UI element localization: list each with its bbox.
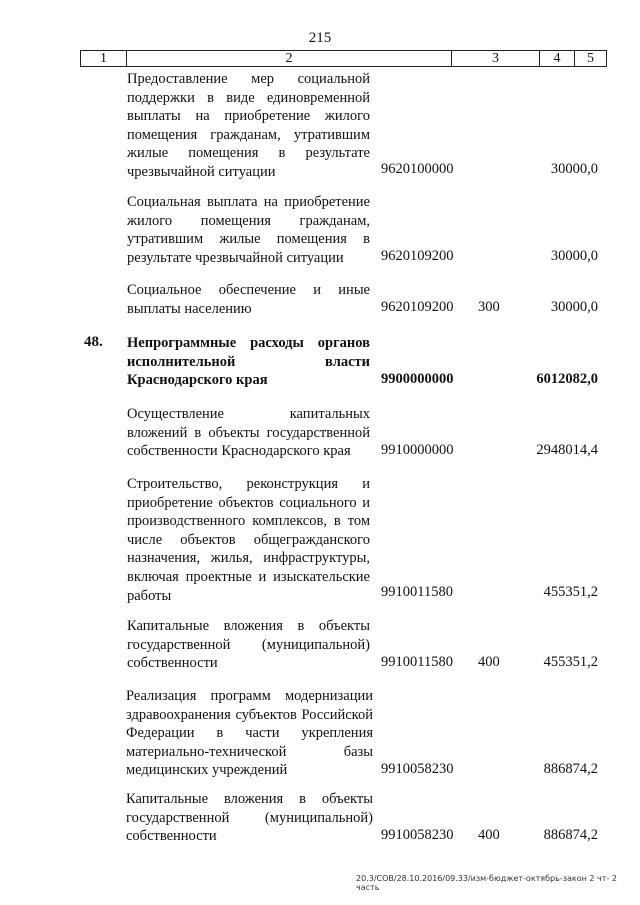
row-description: Непрограммные расходы органов исполнительной власти Краснодарского края (127, 335, 370, 389)
row-number: 48. (84, 334, 103, 350)
document-footer: 20.3/СОВ/28.10.2016/09.33/изм-бюджет-октябрь-закон 2 чт- 2 часть (356, 874, 617, 892)
row-code: 9910000000 (381, 442, 454, 458)
row-code: 9910011580 (381, 654, 453, 670)
row-amount: 30000,0 (550, 248, 598, 264)
row-description: Реализация программ модернизации здравоохранения субъектов Российской Федерации в части укрепления материально-технической базы медицинских учреждений (126, 688, 373, 779)
row-description: Капитальные вложения в объекты государственной (муниципальной) собственности (127, 618, 370, 672)
column-header-2: 2 (126, 51, 451, 66)
column-header-4: 4 (539, 51, 574, 66)
row-code: 9620109200 (381, 248, 454, 264)
row-amount: 455351,2 (543, 654, 598, 670)
row-code: 9620100000 (381, 161, 454, 177)
row-amount: 30000,0 (550, 161, 598, 177)
row-code: 9900000000 (381, 371, 454, 387)
row-code: 9910058230 (381, 827, 454, 843)
row-type: 400 (478, 654, 500, 670)
table-header-row (80, 50, 607, 67)
row-amount: 886874,2 (543, 827, 598, 843)
row-amount: 886874,2 (543, 761, 598, 777)
row-description: Капитальные вложения в объекты государственной (муниципальной) собственности (126, 791, 373, 845)
row-code: 9910058230 (381, 761, 454, 777)
row-type: 300 (478, 299, 500, 315)
row-description: Социальное обеспечение и иные выплаты населению (127, 282, 370, 317)
column-header-1: 1 (100, 51, 107, 66)
row-description: Социальная выплата на приобретение жилого помещения гражданам, утратившим жилые помещения в результате чрезвычайной ситуации (127, 194, 370, 266)
column-header-5: 5 (574, 51, 606, 66)
row-amount: 2948014,4 (536, 442, 598, 458)
column-header-3: 3 (451, 51, 539, 66)
row-amount: 30000,0 (550, 299, 598, 315)
row-amount: 6012082,0 (536, 371, 598, 387)
row-description: Предоставление мер социальной поддержки в виде единовременной выплаты на приобретение жилого помещения гражданам, утратившим жилые помещения в результате чрезвычайной ситуации (127, 71, 370, 180)
row-description: Строительство, реконструкция и приобретение объектов социального и производственного комплексов, в том числе объектов общегражданского назначения, жилья, инфраструктуры, включая проектные и изыскательские работы (127, 476, 370, 604)
page-number: 215 (308, 30, 332, 46)
row-amount: 455351,2 (543, 584, 598, 600)
row-description: Осуществление капитальных вложений в объекты государственной собственности Краснодарского края (127, 406, 370, 460)
row-code: 9910011580 (381, 584, 453, 600)
row-type: 400 (478, 827, 500, 843)
row-code: 9620109200 (381, 299, 454, 315)
